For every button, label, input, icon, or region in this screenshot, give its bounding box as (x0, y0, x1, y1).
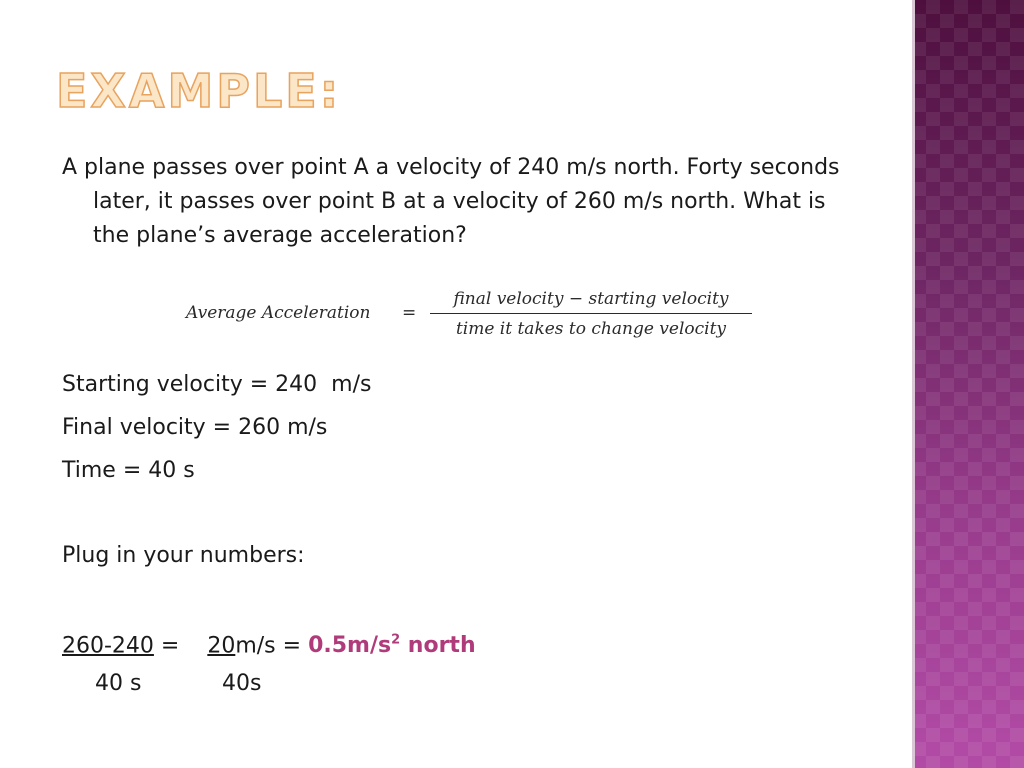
problem-statement: A plane passes over point A a velocity of 240 m/s north. Forty seconds later, it passes over point B at a velocity of 260 m/s north. What is the plane’s average acceleration? (62, 155, 840, 248)
formula-numerator: final velocity − starting velocity (453, 289, 729, 309)
calc-numerator-2: 20 (207, 633, 236, 659)
time-line: Time = 40 s (62, 458, 195, 483)
answer (308, 633, 476, 658)
problem-text-block (62, 151, 852, 253)
calc-unit-equals: m/s = (235, 633, 309, 659)
formula-fraction (430, 286, 752, 342)
calc-equals-1: = (153, 633, 208, 659)
calculation-line (62, 627, 476, 660)
final-velocity-line: Final velocity = 260 m/s (62, 415, 328, 440)
acceleration-formula (186, 286, 756, 344)
formula-equals: = (402, 303, 417, 323)
answer-exponent: 2 (391, 633, 401, 648)
side-band-edge (912, 0, 915, 768)
answer-direction: north (400, 633, 476, 659)
decorative-side-band (912, 0, 1024, 768)
calc-denominator-1: 40 s (95, 671, 142, 696)
calc-denominator-2: 40s (222, 671, 262, 696)
answer-value: 0.5m/s (308, 633, 392, 659)
plug-in-heading: Plug in your numbers: (62, 543, 305, 568)
formula-denominator: time it takes to change velocity (455, 319, 727, 339)
calc-numerator-1: 260-240 (62, 633, 154, 659)
starting-velocity-line: Starting velocity = 240 m/s (62, 372, 372, 397)
fraction-bar (430, 313, 752, 314)
formula-lhs: Average Acceleration (186, 303, 371, 323)
slide-title: EXAMPLE: (56, 64, 342, 118)
